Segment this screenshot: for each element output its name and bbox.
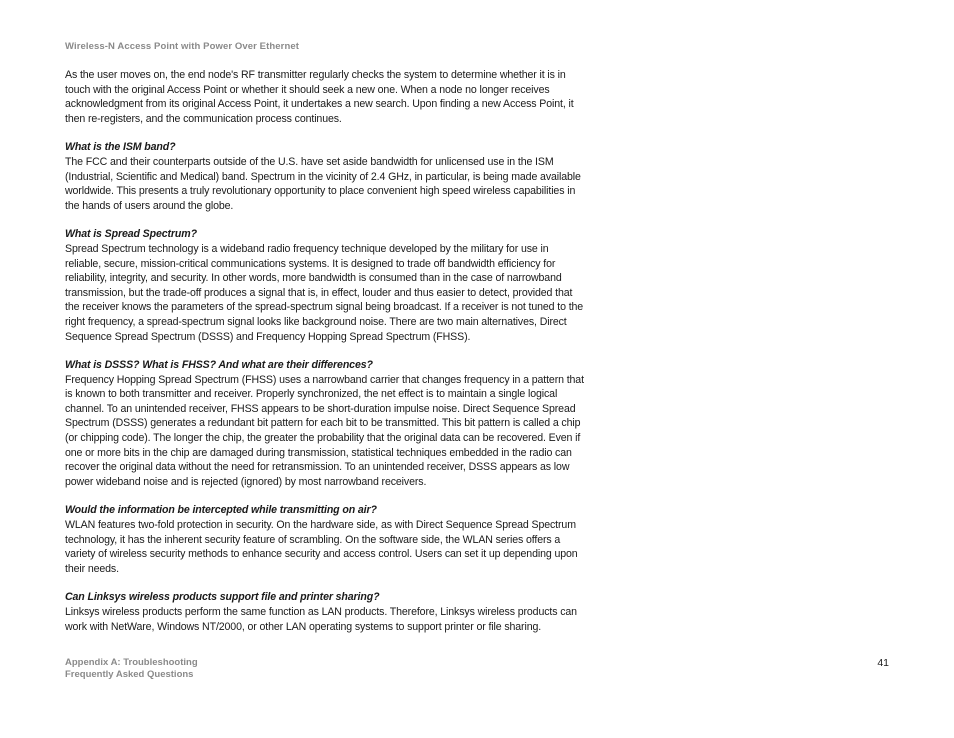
footer-section-label: Frequently Asked Questions bbox=[65, 669, 194, 680]
running-header: Wireless-N Access Point with Power Over Ethernet bbox=[65, 41, 300, 52]
faq-item-dsss-fhss bbox=[65, 358, 587, 489]
faq-item-file-printer-sharing bbox=[65, 590, 587, 634]
faq-answer: WLAN features two-fold protection in security. On the hardware side, as with Direct Sequence Spread Spectrum technology, it has the inherent security feature of scrambling. On the software side, the WLAN series offers a variety of wireless security methods to enhance security and access control. Users can set it up depending upon their needs. bbox=[65, 519, 578, 575]
document-body bbox=[65, 68, 587, 648]
faq-item-spread-spectrum bbox=[65, 227, 587, 344]
faq-question: What is Spread Spectrum? bbox=[65, 228, 197, 241]
faq-question: Would the information be intercepted while transmitting on air? bbox=[65, 504, 377, 517]
footer-appendix-label: Appendix A: Troubleshooting bbox=[65, 657, 198, 668]
intro-paragraph: As the user moves on, the end node's RF transmitter regularly checks the system to determine whether it is in touch with the original Access Point or whether it should seek a new one. When a node no longer receives acknowledgment from its original Access Point, it undertakes a new search. Upon finding a new Access Point, it then re-registers, and the communication process continues. bbox=[65, 69, 574, 125]
faq-question: Can Linksys wireless products support file and printer sharing? bbox=[65, 591, 380, 604]
faq-answer: Frequency Hopping Spread Spectrum (FHSS) uses a narrowband carrier that changes frequency in a pattern that is known to both transmitter and receiver. Properly synchronized, the net effect is to maintain a single logical channel. To an unintended receiver, FHSS appears to be short-duration impulse noise. Direct Sequence Spread Spectrum (DSSS) generates a redundant bit pattern for each bit to be transmitted. This bit pattern is called a chip (or chipping code). The longer the chip, the greater the probability that the original data can be recovered. Even if one or more bits in the chip are damaged during transmission, statistical techniques embedded in the radio can recover the original data without the need for retransmission. To an unintended receiver, DSSS appears as low power wideband noise and is rejected (ignored) by most narrowband receivers. bbox=[65, 373, 584, 488]
faq-answer: Linksys wireless products perform the same function as LAN products. Therefore, Linksys wireless products can work with NetWare, Windows NT/2000, or other LAN operating systems to support printer or file sharing. bbox=[65, 606, 577, 633]
faq-answer: The FCC and their counterparts outside of the U.S. have set aside bandwidth for unlicensed use in the ISM (Industrial, Scientific and Medical) band. Spectrum in the vicinity of 2.4 GHz, in particular, is being made available worldwide. This presents a truly revolutionary opportunity to place convenient high speed wireless capabilities in the hands of users around the globe. bbox=[65, 155, 581, 212]
faq-answer: Spread Spectrum technology is a wideband radio frequency technique developed by the military for use in reliable, secure, mission-critical communications systems. It is designed to trade off bandwidth efficiency for reliability, integrity, and security. In other words, more bandwidth is consumed than in the case of narrowband transmission, but the trade-off produces a signal that is, in effect, louder and thus easier to detect, provided that the receiver knows the parameters of the spread-spectrum signal being broadcast. If a receiver is not tuned to the right frequency, a spread-spectrum signal looks like background noise. There are two main alternatives, Direct Sequence Spread Spectrum (DSSS) and Frequency Hopping Spread Spectrum (FHSS). bbox=[65, 242, 584, 343]
faq-question: What is DSSS? What is FHSS? And what are their differences? bbox=[65, 359, 373, 372]
page-number: 41 bbox=[877, 657, 889, 669]
footer-section-labels bbox=[65, 657, 198, 681]
faq-item-interception bbox=[65, 503, 587, 576]
faq-item-ism-band bbox=[65, 140, 587, 213]
faq-question: What is the ISM band? bbox=[65, 141, 176, 154]
